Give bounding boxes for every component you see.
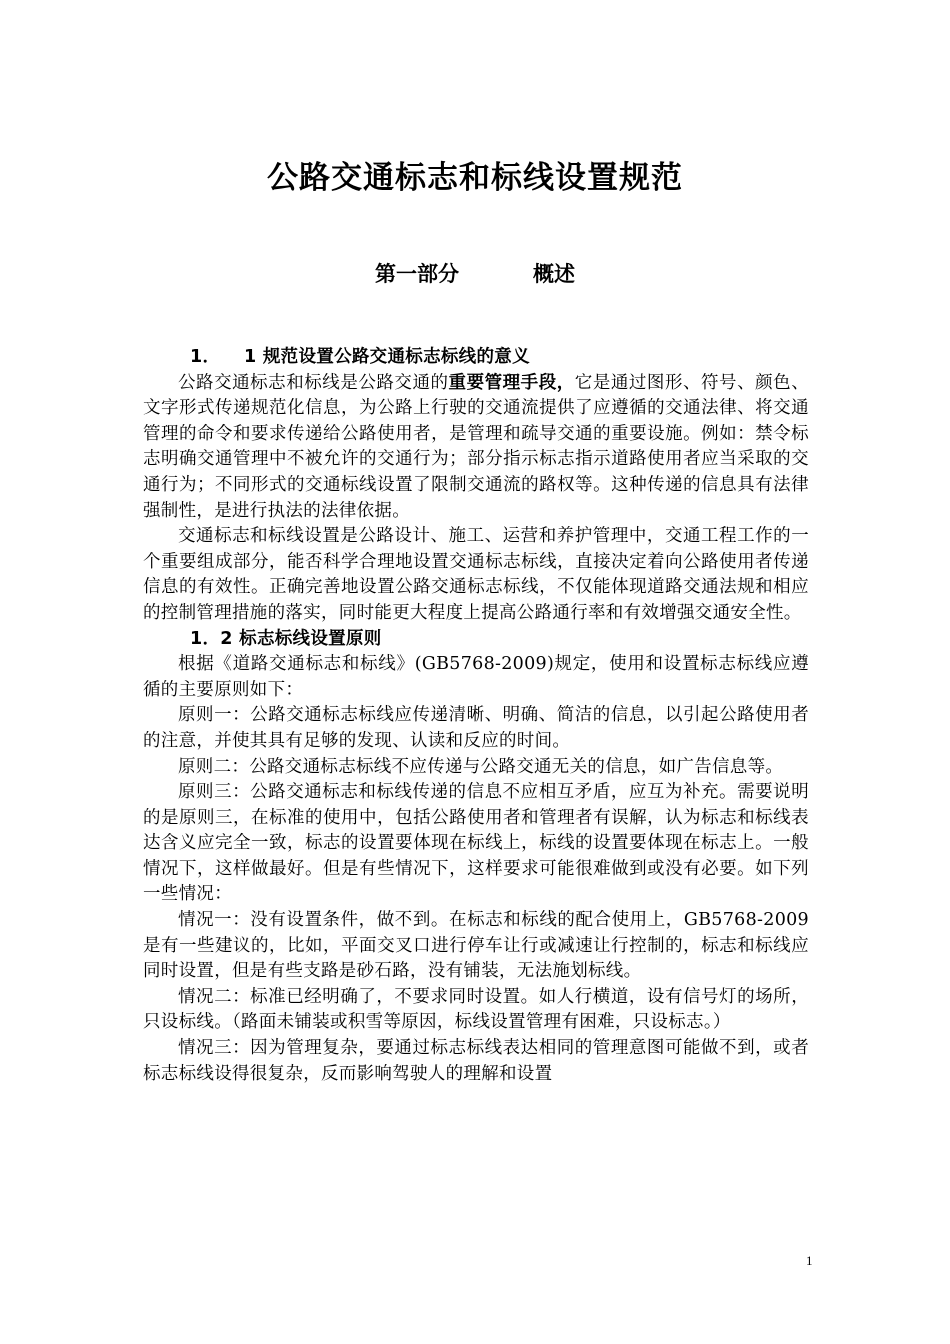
document-body [143,345,809,1087]
document-title: 公路交通标志和标线设置规范 [267,160,683,196]
paragraph-2: 交通标志和标线设置是公路设计、施工、运营和养护管理中，交通工程工作的一个重要组成部分，能否科学合理地设置交通标志标线，直接决定着向公路使用者传递信息的有效性。正确完善地设置公路交通标志标线，不仅能体现道路交通法规和相应的控制管理措施的落实，同时能更大程度上提高公路通行率和有效增强交通安全性。 [143,526,809,623]
section-heading-text: 1 规范设置公路交通标志标线的意义 [244,347,530,367]
emphasis-text: 重要管理手段， [448,372,575,393]
paragraph-4: 原则一：公路交通标志标线应传递清晰、明确、简洁的信息，以引起公路使用者的注意，并使其具有足够的发现、认读和反应的时间。 [143,705,809,751]
paragraph-9: 情况三：因为管理复杂，要通过标志标线表达相同的管理意图可能做不到，或者标志标线设得很复杂，反而影响驾驶人的理解和设置 [143,1038,809,1084]
page-number: 1 [806,1253,813,1268]
paragraph-text: 它是通过图形、符号、颜色、文字形式传递规范化信息，为公路上行驶的交通流提供了应遵循的交通法律、将交通管理的命令和要求传递给公路使用者，是管理和疏导交通的重要设施。例如：禁令标志明确交通管理中不被允许的交通行为；部分指示标志指示道路使用者应当采取的交通行为；不同形式的交通标线设置了限制交通流的路权等。这种传递的信息具有法律强制性，是进行执法的法律依据。 [143,372,809,521]
paragraph-7: 情况一：没有设置条件，做不到。在标志和标线的配合使用上，GB5768-2009 是有一些建议的，比如，平面交叉口进行停车让行或减速让行控制的，标志和标线应同时设置，但是有些支路是砂石路，没有铺装，无法施划标线。 [143,910,809,982]
section-heading-1 [143,345,809,371]
part-label: 第一部分 [375,262,459,286]
paragraph-8: 情况二：标准已经明确了，不要求同时设置。如人行横道，设有信号灯的场所，只设标线。（路面未铺装或积雪等原因，标线设置管理有困难，只设标志。） [143,986,809,1033]
section-number: 1． [190,347,221,367]
paragraph-text: 公路交通标志和标线是公路交通的 [178,372,449,393]
paragraph-1 [143,371,809,525]
part-title: 概述 [533,262,575,286]
paragraph-3: 根据《道路交通标志和标线》(GB5768-2009)规定，使用和设置标志标线应遵循的主要原则如下： [143,654,809,700]
paragraph-6: 原则三：公路交通标志和标线传递的信息不应相互矛盾，应互为补充。需要说明的是原则三，在标准的使用中，包括公路使用者和管理者有误解，认为标志和标线表达含义应完全一致，标志的设置要体现在标线上，标线的设置要体现在标志上。一般情况下，这样做最好。但是有些情况下，这样要求可能很难做到或没有必要。如下列一些情况： [143,782,809,905]
section-heading-2: 1．2 标志标线设置原则 [190,628,382,649]
part-heading [0,258,950,288]
paragraph-5: 原则二：公路交通标志标线不应传递与公路交通无关的信息，如广告信息等。 [178,756,784,777]
